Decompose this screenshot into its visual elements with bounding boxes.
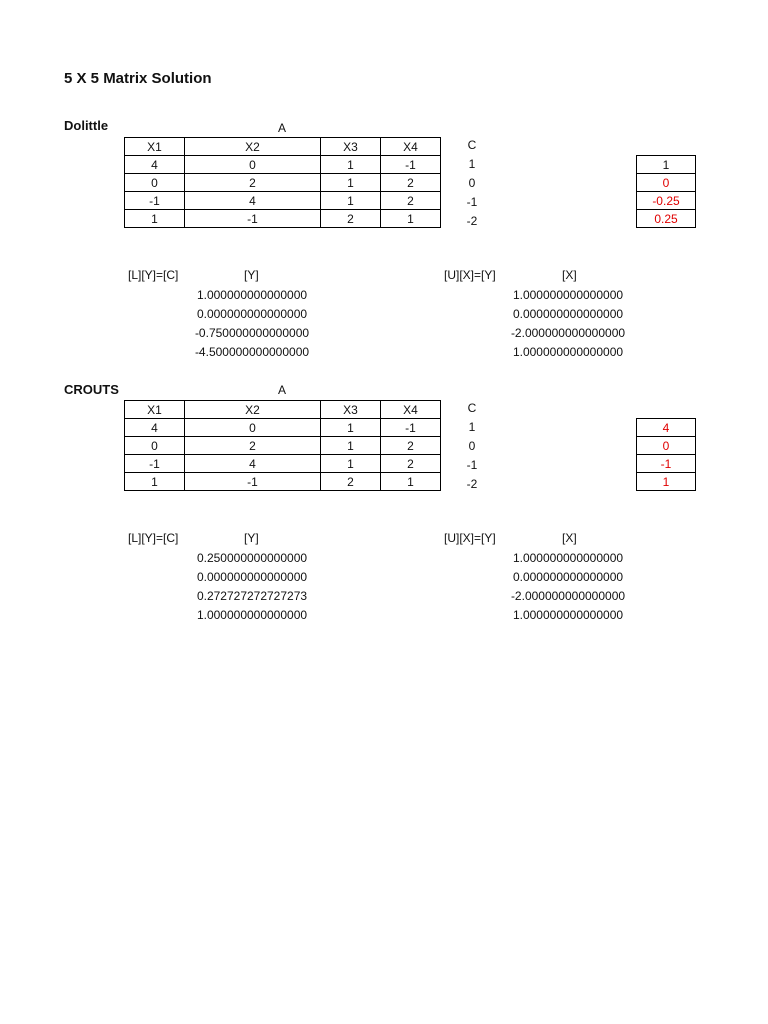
matrix-a-table xyxy=(124,400,441,491)
c-vector xyxy=(452,399,492,494)
matrix-cell: 4 xyxy=(125,419,185,437)
x-label: [X] xyxy=(562,531,577,545)
matrix-cell: -1 xyxy=(185,210,321,228)
matrix-cell: 0 xyxy=(185,419,321,437)
x-value: -2.000000000000000 xyxy=(510,326,626,340)
y-value: 1.000000000000000 xyxy=(196,288,308,302)
result-vector xyxy=(636,155,696,228)
header-x4: X4 xyxy=(381,138,441,156)
matrix-cell: -1 xyxy=(381,156,441,174)
matrix-header-row xyxy=(125,138,441,156)
matrix-cell: 1 xyxy=(321,419,381,437)
y-label: [Y] xyxy=(244,268,259,282)
ux-equation-label: [U][X]=[Y] xyxy=(444,268,496,282)
matrix-row xyxy=(125,210,441,228)
y-vector xyxy=(172,286,332,362)
c-value: -2 xyxy=(466,214,478,228)
c-value: 0 xyxy=(468,439,476,453)
y-value: 1.000000000000000 xyxy=(196,608,308,622)
matrix-row xyxy=(125,156,441,174)
c-value: 0 xyxy=(468,176,476,190)
matrix-row xyxy=(125,437,441,455)
matrix-cell: -1 xyxy=(125,455,185,473)
matrix-cell: 2 xyxy=(381,437,441,455)
section-label-crouts: CROUTS xyxy=(64,382,119,397)
result-cell: -0.25 xyxy=(637,192,696,210)
matrix-row xyxy=(125,192,441,210)
matrix-cell: 1 xyxy=(125,473,185,491)
header-x4: X4 xyxy=(381,401,441,419)
x-value: 1.000000000000000 xyxy=(512,551,624,565)
matrix-cell: 0 xyxy=(185,156,321,174)
y-value: 0.250000000000000 xyxy=(196,551,308,565)
x-value: 1.000000000000000 xyxy=(512,288,624,302)
matrix-cell: 4 xyxy=(185,192,321,210)
matrix-cell: 1 xyxy=(125,210,185,228)
y-vector xyxy=(172,549,332,625)
matrix-cell: -1 xyxy=(125,192,185,210)
x-vector xyxy=(488,286,648,362)
c-value: -1 xyxy=(466,458,478,472)
matrix-a-label: A xyxy=(277,121,286,135)
matrix-cell: 2 xyxy=(185,437,321,455)
y-value: 0.000000000000000 xyxy=(196,307,308,321)
result-cell: 4 xyxy=(637,419,696,437)
matrix-cell: 2 xyxy=(321,210,381,228)
matrix-cell: -1 xyxy=(185,473,321,491)
c-value: -1 xyxy=(466,195,478,209)
y-value: -4.500000000000000 xyxy=(194,345,310,359)
header-x1: X1 xyxy=(125,401,185,419)
matrix-row xyxy=(125,455,441,473)
matrix-row xyxy=(125,419,441,437)
matrix-a-table xyxy=(124,137,441,228)
result-vector xyxy=(636,418,696,491)
result-cell: 0 xyxy=(637,437,696,455)
matrix-cell: 1 xyxy=(381,210,441,228)
c-header: C xyxy=(467,138,477,152)
y-label: [Y] xyxy=(244,531,259,545)
ux-equation-label: [U][X]=[Y] xyxy=(444,531,496,545)
matrix-header-row xyxy=(125,401,441,419)
result-cell: 1 xyxy=(637,473,696,491)
matrix-cell: 4 xyxy=(185,455,321,473)
section-label-dolittle: Dolittle xyxy=(64,118,109,133)
ly-equation-label: [L][Y]=[C] xyxy=(128,268,179,282)
result-cell: 1 xyxy=(637,156,696,174)
y-value: 0.000000000000000 xyxy=(196,570,308,584)
x-value: 0.000000000000000 xyxy=(512,570,624,584)
header-x2: X2 xyxy=(185,401,321,419)
matrix-cell: 1 xyxy=(321,156,381,174)
matrix-cell: 2 xyxy=(381,192,441,210)
matrix-cell: 1 xyxy=(321,174,381,192)
matrix-cell: 1 xyxy=(321,437,381,455)
c-value: 1 xyxy=(468,157,476,171)
matrix-cell: 1 xyxy=(381,473,441,491)
x-label: [X] xyxy=(562,268,577,282)
matrix-cell: 2 xyxy=(381,455,441,473)
header-x3: X3 xyxy=(321,401,381,419)
y-value: -0.750000000000000 xyxy=(194,326,310,340)
c-vector xyxy=(452,136,492,231)
matrix-cell: 1 xyxy=(321,455,381,473)
c-value: -2 xyxy=(466,477,478,491)
matrix-cell: 0 xyxy=(125,174,185,192)
c-value: 1 xyxy=(468,420,476,434)
c-header: C xyxy=(467,401,477,415)
ly-equation-label: [L][Y]=[C] xyxy=(128,531,179,545)
matrix-a-label: A xyxy=(277,383,286,397)
matrix-row xyxy=(125,473,441,491)
header-x2: X2 xyxy=(185,138,321,156)
page-title: 5 X 5 Matrix Solution xyxy=(64,70,212,87)
matrix-cell: 2 xyxy=(321,473,381,491)
matrix-cell: 4 xyxy=(125,156,185,174)
x-value: 0.000000000000000 xyxy=(512,307,624,321)
header-x1: X1 xyxy=(125,138,185,156)
matrix-row xyxy=(125,174,441,192)
y-value: 0.272727272727273 xyxy=(196,589,308,603)
x-value: 1.000000000000000 xyxy=(512,608,624,622)
matrix-cell: -1 xyxy=(381,419,441,437)
result-cell: 0 xyxy=(637,174,696,192)
x-value: 1.000000000000000 xyxy=(512,345,624,359)
x-vector xyxy=(488,549,648,625)
matrix-cell: 2 xyxy=(185,174,321,192)
matrix-cell: 0 xyxy=(125,437,185,455)
matrix-cell: 1 xyxy=(321,192,381,210)
header-x3: X3 xyxy=(321,138,381,156)
result-cell: 0.25 xyxy=(637,210,696,228)
x-value: -2.000000000000000 xyxy=(510,589,626,603)
matrix-cell: 2 xyxy=(381,174,441,192)
result-cell: -1 xyxy=(637,455,696,473)
